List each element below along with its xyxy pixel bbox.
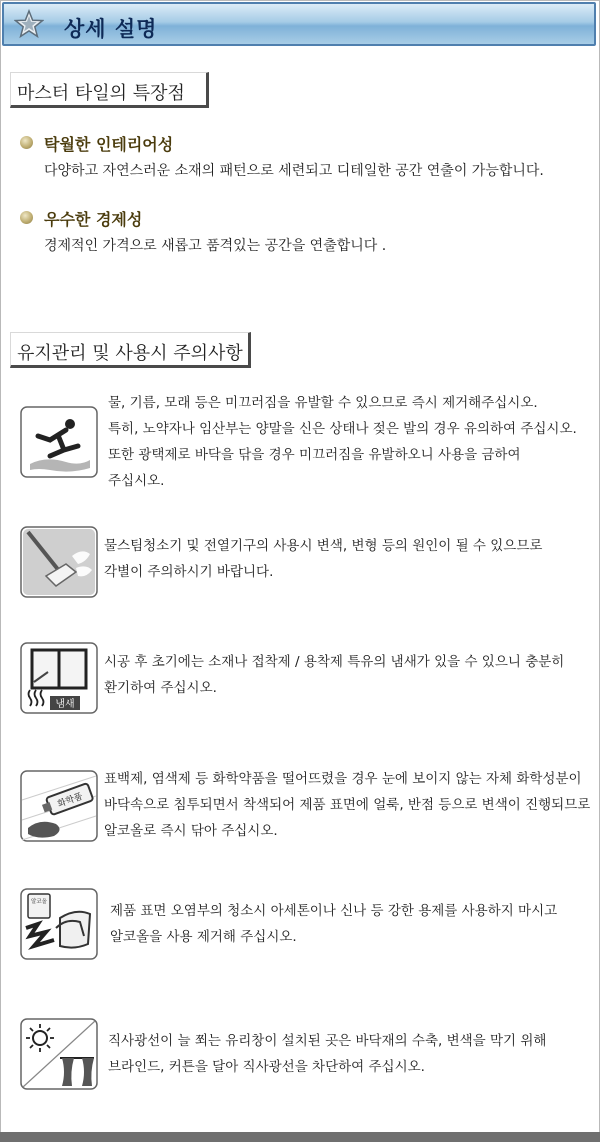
care-note (104, 533, 542, 585)
note-line: 바닥속으로 침투되면서 착색되어 제품 표면에 얼룩, 반점 등으로 변색이 진행되므로 (104, 797, 591, 813)
header-bar (2, 2, 596, 46)
note-line: 브라인드, 커튼을 달아 직사광선을 차단하여 주십시오. (108, 1059, 425, 1075)
care-note (110, 898, 557, 950)
bottom-bar (0, 1132, 600, 1142)
note-line: 직사광선이 늘 쬐는 유리창이 설치된 곳은 바닥재의 수축, 변색을 막기 위해 (108, 1033, 547, 1049)
window-smell-icon (20, 642, 98, 714)
features-heading: 마스터 타일의 특장점 (10, 72, 209, 108)
feature-title: 탁월한 인테리어성 (44, 135, 174, 154)
note-line: 제품 표면 오염부의 청소시 아세톤이나 신나 등 강한 용제를 사용하지 마시고 (110, 903, 558, 919)
note-line: 물, 기름, 모래 등은 미끄러짐을 유발할 수 있으므로 즉시 제거해주십시오. (108, 395, 538, 411)
note-line: 주십시오. (108, 473, 165, 489)
wipe-alcohol-icon (20, 888, 98, 960)
steam-cleaner-icon (20, 526, 98, 598)
note-line: 또한 광택제로 바닥을 닦을 경우 미끄러짐을 유발하오니 사용을 금하여 (108, 447, 521, 463)
note-line: 알코올을 사용 제거해 주십시오. (110, 929, 297, 945)
star-icon (14, 9, 44, 39)
note-line: 물스팀청소기 및 전열기구의 사용시 변색, 변형 등의 원인이 될 수 있으므로 (104, 538, 543, 554)
icon-label: 냄새 (55, 699, 75, 710)
feature-desc: 다양하고 자연스러운 소재의 패턴으로 세련되고 디테일한 공간 연출이 가능합니다. (44, 163, 544, 179)
feature-title: 우수한 경제성 (44, 210, 143, 229)
note-line: 표백제, 염색제 등 화학약품을 떨어뜨렸을 경우 눈에 보이지 않는 자체 화학성분이 (104, 771, 582, 787)
sunlight-curtain-icon (20, 1018, 98, 1090)
note-line: 특히, 노약자나 임산부는 양말을 신은 상태나 젖은 발의 경우 유의하여 주십시오. (108, 421, 577, 437)
note-line: 시공 후 초기에는 소재나 접착제 / 용착제 특유의 냄새가 있을 수 있으니 충분히 (104, 654, 565, 670)
feature-desc: 경제적인 가격으로 새롭고 품격있는 공간을 연출합니다 . (44, 238, 387, 254)
note-line: 각별이 주의하시기 바랍니다. (104, 564, 274, 580)
icon-label: 알코올 (31, 899, 47, 905)
care-note (104, 649, 564, 701)
bullet-icon (20, 136, 33, 149)
chemical-spill-icon (20, 770, 98, 842)
care-note (108, 390, 577, 494)
care-note (108, 1028, 546, 1080)
slip-warning-icon (20, 406, 98, 478)
note-line: 환기하여 주십시오. (104, 680, 217, 696)
care-heading: 유지관리 및 사용시 주의사항 (10, 332, 251, 368)
bullet-icon (20, 211, 33, 224)
icon-label: 화학품 (56, 791, 85, 811)
page-title: 상세 설명 (64, 17, 158, 41)
care-note (104, 766, 590, 844)
note-line: 알코올로 즉시 닦아 주십시오. (104, 823, 278, 839)
